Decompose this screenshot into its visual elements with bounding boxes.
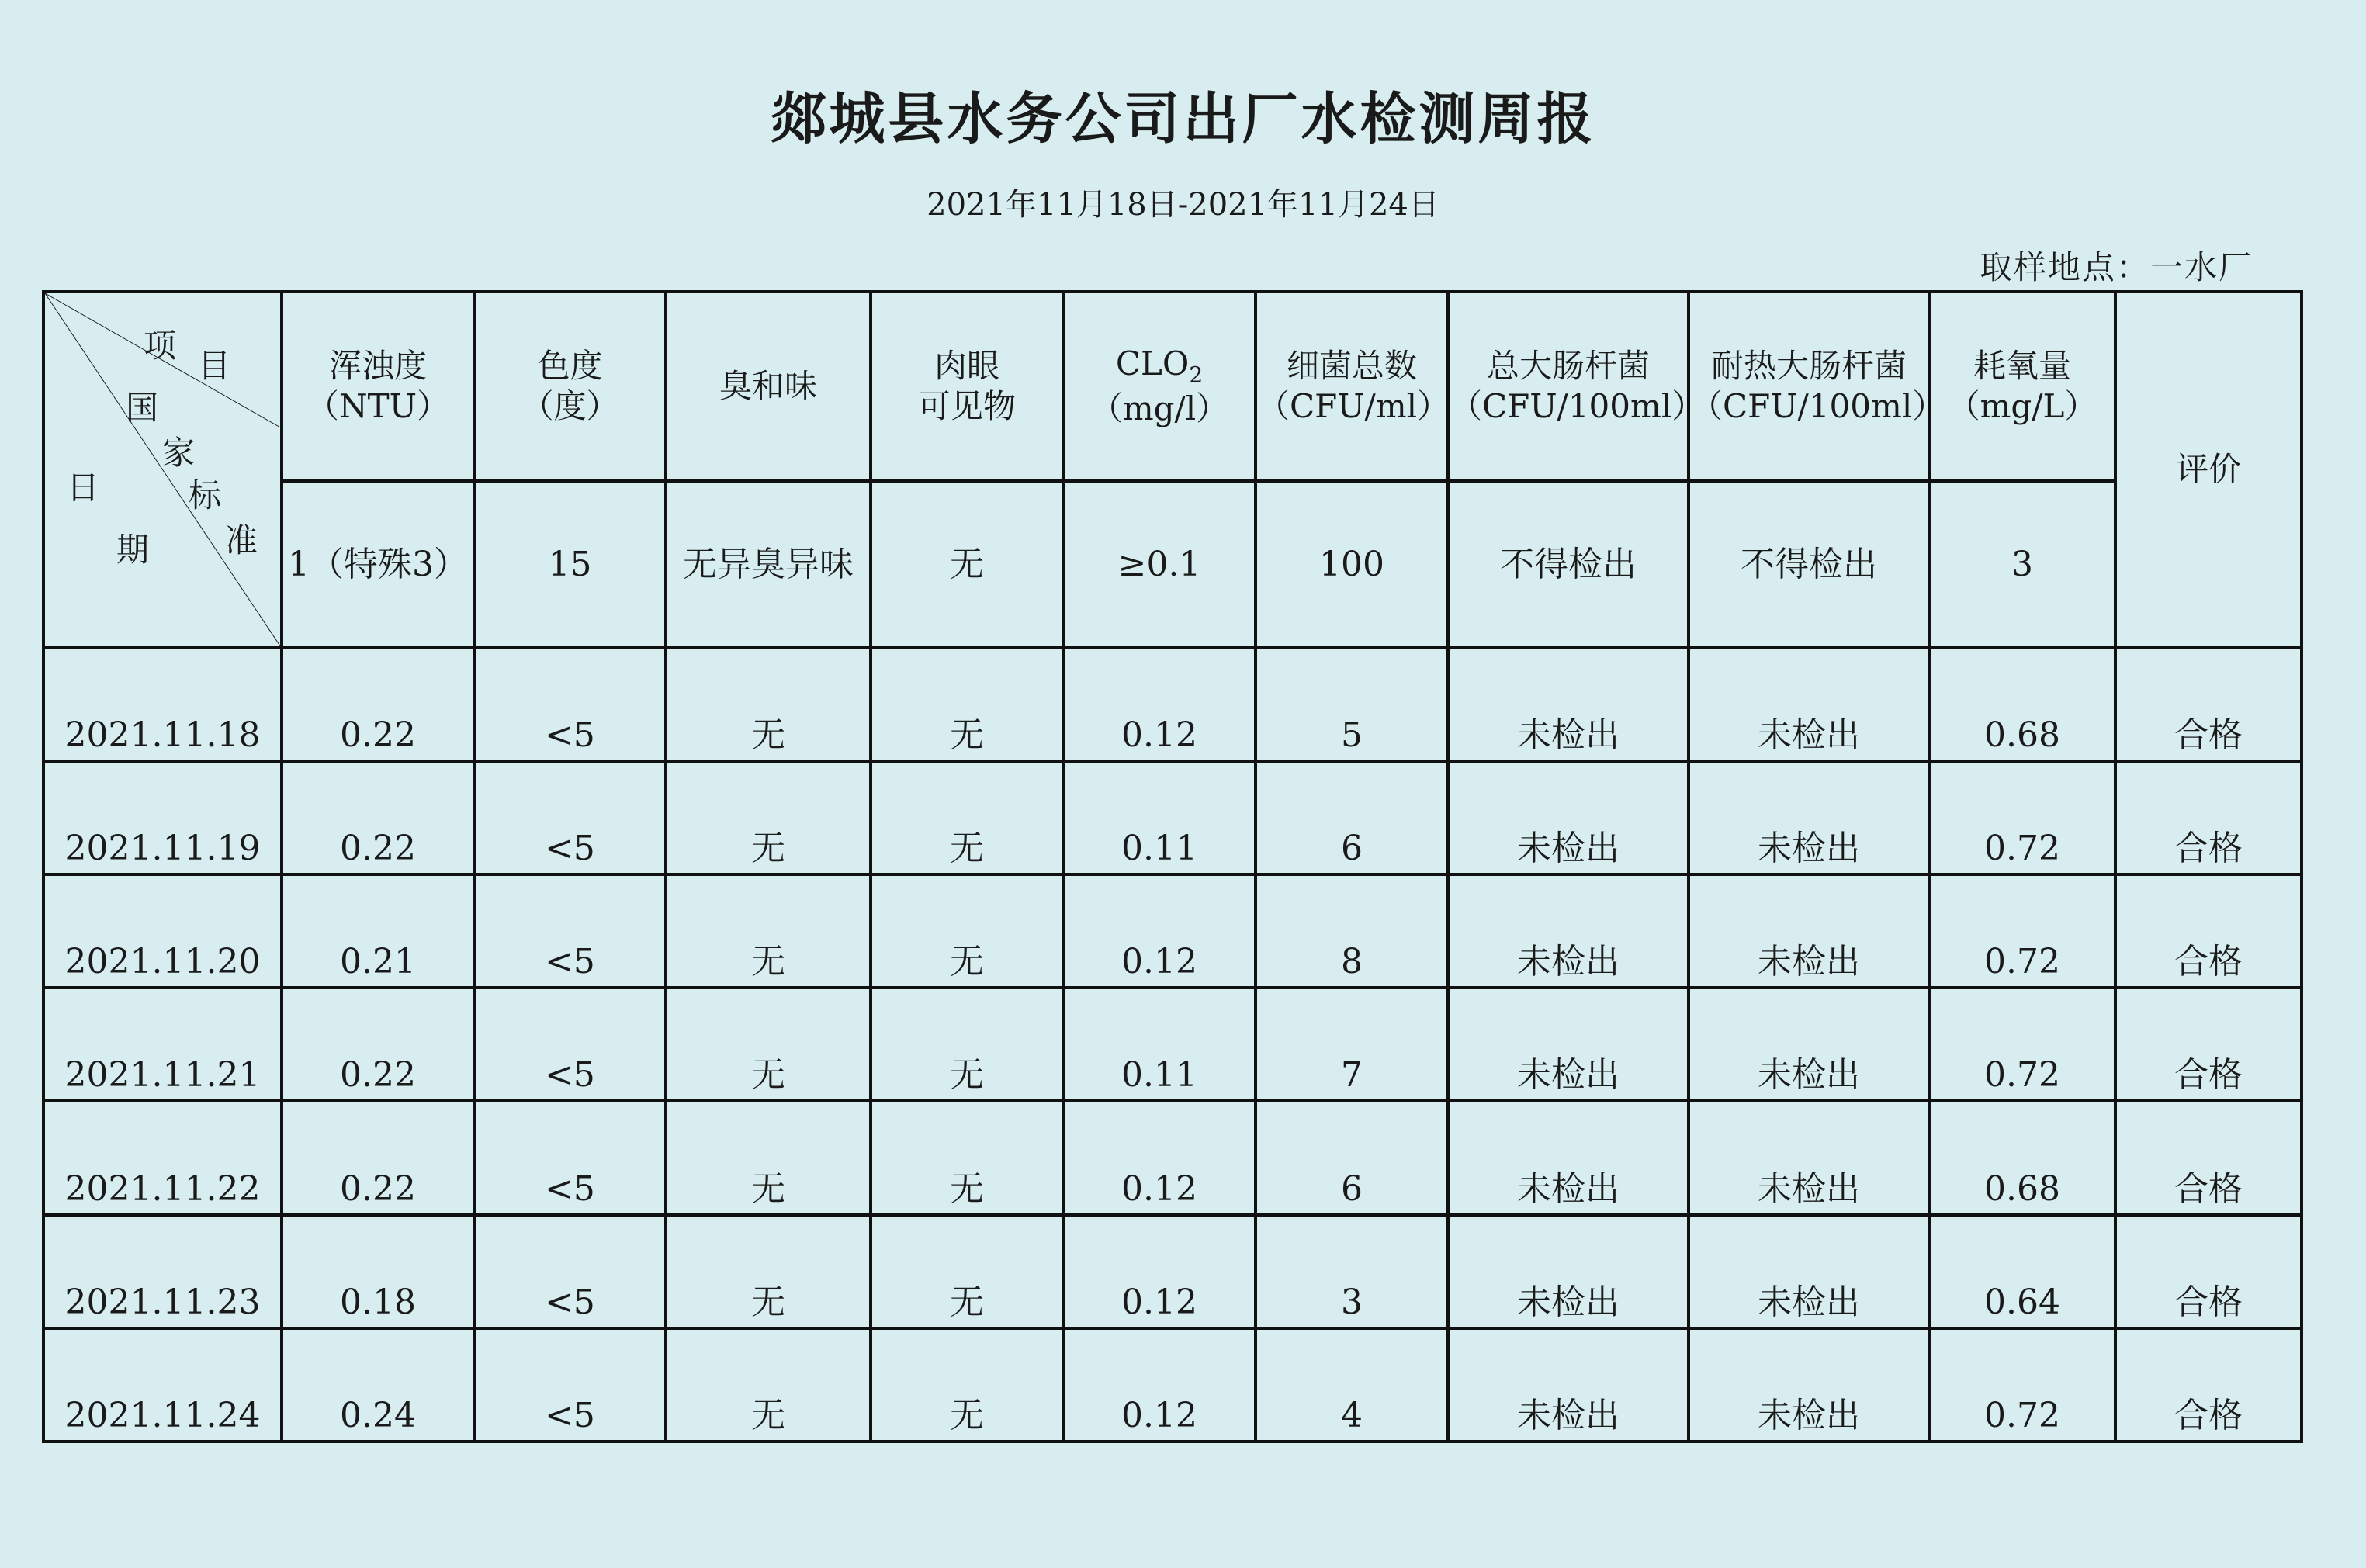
row-value: 无 <box>871 874 1063 988</box>
standard-value: 3 <box>1929 481 2115 647</box>
row-date: 2021.11.24 <box>43 1328 282 1442</box>
corner-standard-char: 标 <box>189 476 222 514</box>
row-value: 未检出 <box>1448 988 1689 1101</box>
header-thermo-coliform: 耐热大肠杆菌 （CFU/100ml） <box>1689 292 1929 481</box>
row-value: 无 <box>666 1101 871 1214</box>
standard-value: 15 <box>474 481 666 647</box>
row-value: 4 <box>1256 1328 1448 1442</box>
row-result: 合格 <box>2115 1101 2302 1214</box>
sampling-location: 取样地点：一水厂 <box>1979 248 2253 286</box>
row-value: 无 <box>666 1328 871 1442</box>
row-value: 无 <box>666 1215 871 1328</box>
header-clo2: $CLO_2$ （mg/l） <box>1063 292 1256 481</box>
row-value: 3 <box>1256 1215 1448 1328</box>
row-value: 0.18 <box>282 1215 474 1328</box>
row-value: <5 <box>474 648 666 761</box>
row-value: 0.72 <box>1929 874 2115 988</box>
row-value: 0.12 <box>1063 648 1256 761</box>
table-row <box>43 761 2302 874</box>
row-date: 2021.11.21 <box>43 988 282 1101</box>
standard-value: 不得检出 <box>1448 481 1689 647</box>
corner-standard-char: 家 <box>162 434 196 472</box>
row-value: 未检出 <box>1689 988 1929 1101</box>
row-value: 未检出 <box>1689 761 1929 874</box>
row-result: 合格 <box>2115 1215 2302 1328</box>
header-evaluation: 评价 <box>2115 292 2302 648</box>
header-color: 色度 （度） <box>474 292 666 481</box>
row-value: 0.12 <box>1063 1215 1256 1328</box>
corner-date-char: 日 <box>67 469 100 507</box>
water-quality-table <box>42 290 2303 1443</box>
corner-date-char: 期 <box>116 531 150 569</box>
row-value: 无 <box>666 761 871 874</box>
row-value: 0.72 <box>1929 1328 2115 1442</box>
row-value: 未检出 <box>1448 1101 1689 1214</box>
row-value: 无 <box>666 648 871 761</box>
row-value: 未检出 <box>1448 648 1689 761</box>
standard-value: 100 <box>1256 481 1448 647</box>
row-value: 6 <box>1256 1101 1448 1214</box>
row-value: <5 <box>474 1215 666 1328</box>
row-value: 0.22 <box>282 988 474 1101</box>
standard-value: 无 <box>871 481 1063 647</box>
table-row <box>43 874 2302 988</box>
row-value: 未检出 <box>1448 761 1689 874</box>
header-turbidity: 浑浊度 （NTU） <box>282 292 474 481</box>
row-value: 未检出 <box>1689 874 1929 988</box>
table-row <box>43 1328 2302 1442</box>
row-value: 未检出 <box>1689 1101 1929 1214</box>
row-value: 7 <box>1256 988 1448 1101</box>
row-value: 0.72 <box>1929 761 2115 874</box>
row-value: 未检出 <box>1448 874 1689 988</box>
table-row <box>43 1101 2302 1214</box>
row-value: 0.22 <box>282 648 474 761</box>
row-value: 无 <box>871 761 1063 874</box>
row-value: 0.12 <box>1063 874 1256 988</box>
header-bacteria: 细菌总数 （CFU/ml） <box>1256 292 1448 481</box>
row-value: 未检出 <box>1689 648 1929 761</box>
header-oxygen-consumption: 耗氧量 （mg/L） <box>1929 292 2115 481</box>
corner-standard-char: 准 <box>225 521 258 559</box>
row-value: 0.64 <box>1929 1215 2115 1328</box>
row-value: 0.72 <box>1929 988 2115 1101</box>
row-value: 0.68 <box>1929 1101 2115 1214</box>
standard-value: 1（特殊3） <box>282 481 474 647</box>
row-value: 未检出 <box>1689 1328 1929 1442</box>
row-value: 0.12 <box>1063 1328 1256 1442</box>
corner-standard-char: 国 <box>126 389 159 427</box>
row-value: 0.21 <box>282 874 474 988</box>
row-value: <5 <box>474 1101 666 1214</box>
row-value: 0.12 <box>1063 1101 1256 1214</box>
standard-row <box>43 481 2302 647</box>
row-value: <5 <box>474 761 666 874</box>
table-row <box>43 1215 2302 1328</box>
row-date: 2021.11.23 <box>43 1215 282 1328</box>
row-value: 未检出 <box>1448 1215 1689 1328</box>
row-date: 2021.11.22 <box>43 1101 282 1214</box>
corner-item-char: 目 <box>198 347 231 385</box>
row-value: 无 <box>666 988 871 1101</box>
header-odor: 臭和味 <box>666 292 871 481</box>
row-value: 0.22 <box>282 761 474 874</box>
row-value: 0.22 <box>282 1101 474 1214</box>
header-coliform: 总大肠杆菌 （CFU/100ml） <box>1448 292 1689 481</box>
row-value: <5 <box>474 874 666 988</box>
row-value: 无 <box>871 648 1063 761</box>
standard-value: 不得检出 <box>1689 481 1929 647</box>
header-row <box>43 292 2302 481</box>
row-result: 合格 <box>2115 988 2302 1101</box>
standard-value: ≥0.1 <box>1063 481 1256 647</box>
row-value: 6 <box>1256 761 1448 874</box>
row-value: 无 <box>871 1328 1063 1442</box>
row-date: 2021.11.20 <box>43 874 282 988</box>
table-row <box>43 648 2302 761</box>
row-value: <5 <box>474 988 666 1101</box>
row-value: 0.11 <box>1063 988 1256 1101</box>
standard-value: 无异臭异味 <box>666 481 871 647</box>
header-visible-matter: 肉眼 可见物 <box>871 292 1063 481</box>
row-result: 合格 <box>2115 874 2302 988</box>
row-value: 无 <box>666 874 871 988</box>
corner-item-char: 项 <box>144 327 177 365</box>
row-value: 未检出 <box>1448 1328 1689 1442</box>
corner-cell <box>43 292 282 648</box>
row-result: 合格 <box>2115 761 2302 874</box>
row-value: 无 <box>871 1215 1063 1328</box>
row-value: 0.24 <box>282 1328 474 1442</box>
table-row <box>43 988 2302 1101</box>
row-value: 0.68 <box>1929 648 2115 761</box>
row-value: 无 <box>871 1101 1063 1214</box>
report-title: 郯城县水务公司出厂水检测周报 <box>770 86 1596 151</box>
row-result: 合格 <box>2115 648 2302 761</box>
row-date: 2021.11.18 <box>43 648 282 761</box>
row-value: 5 <box>1256 648 1448 761</box>
date-range: 2021年11月18日-2021年11月24日 <box>927 187 1439 223</box>
row-value: <5 <box>474 1328 666 1442</box>
row-value: 无 <box>871 988 1063 1101</box>
row-value: 未检出 <box>1689 1215 1929 1328</box>
row-value: 0.11 <box>1063 761 1256 874</box>
row-value: 8 <box>1256 874 1448 988</box>
row-date: 2021.11.19 <box>43 761 282 874</box>
row-result: 合格 <box>2115 1328 2302 1442</box>
